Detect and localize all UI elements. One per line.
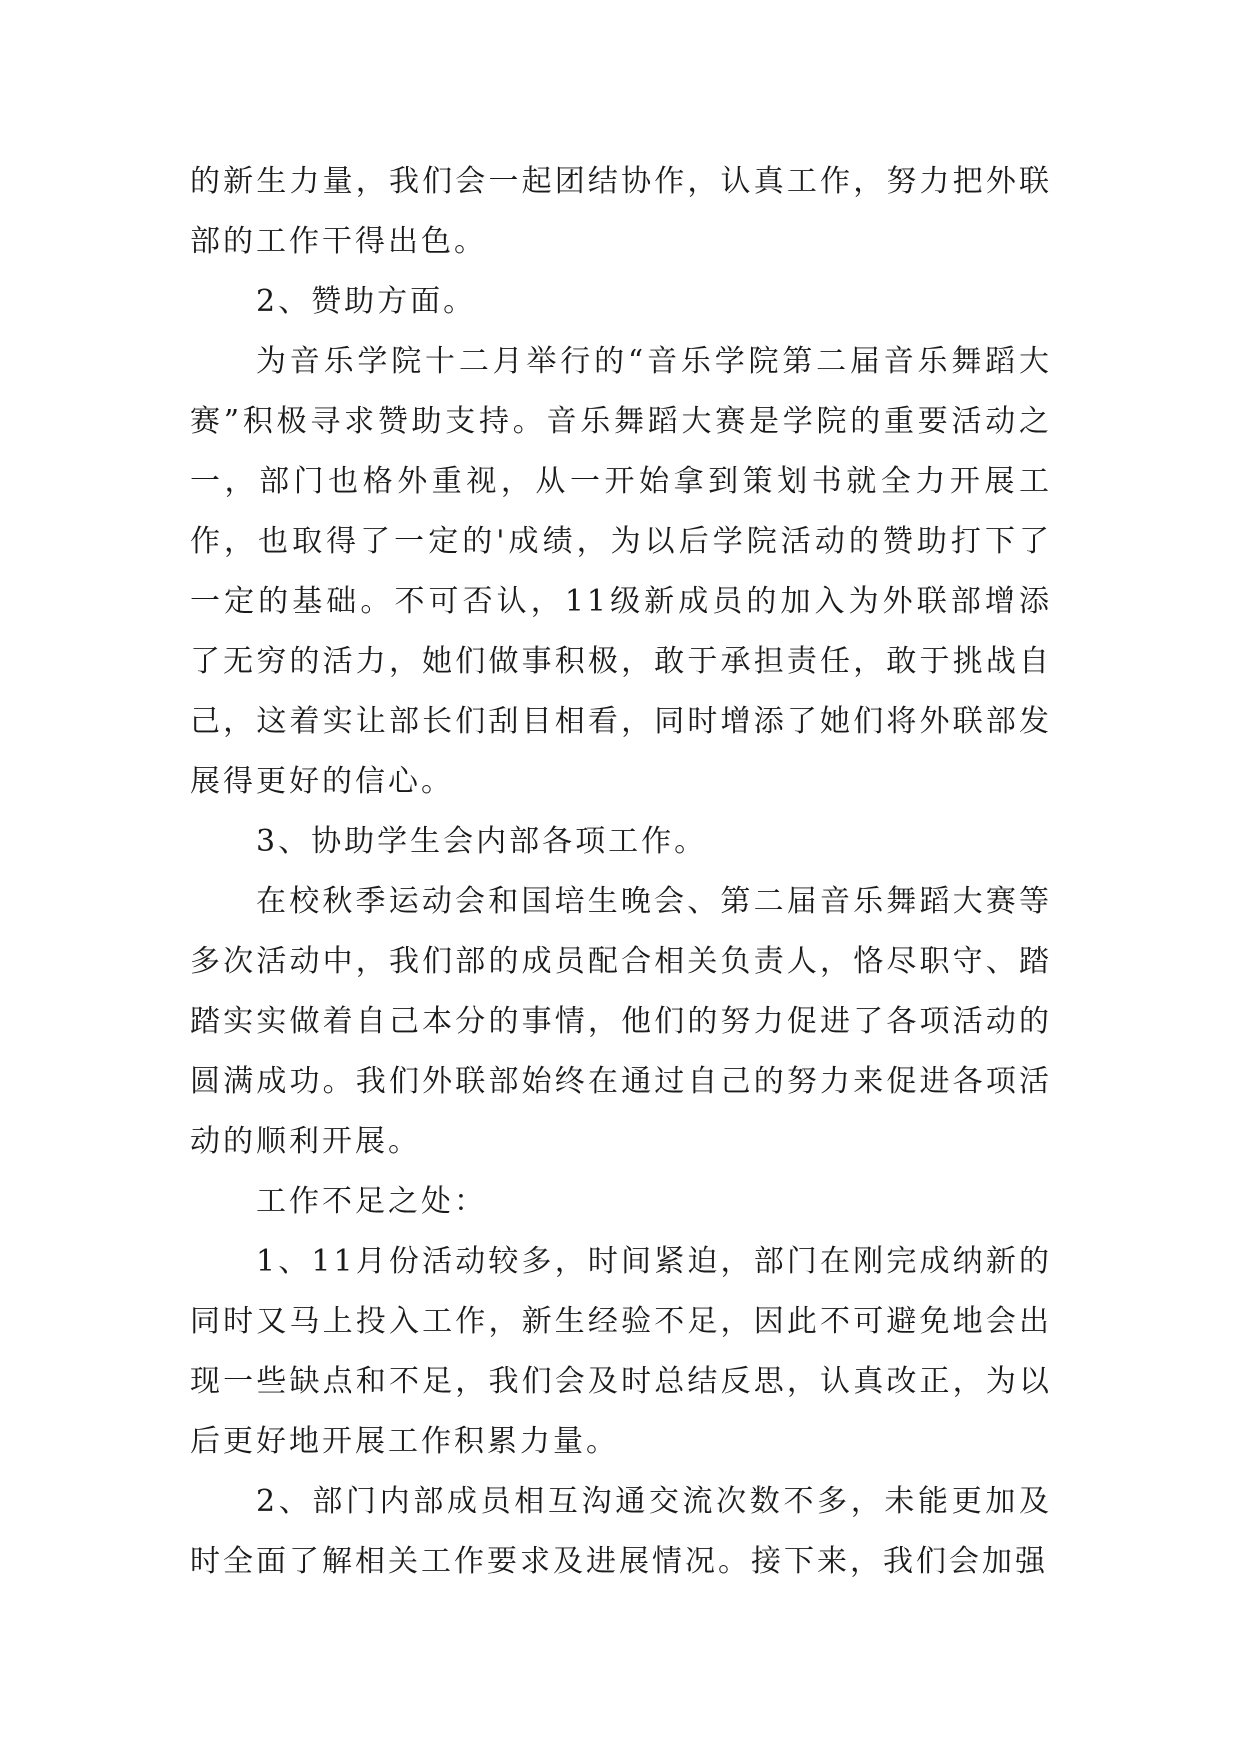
paragraph-sponsorship-body: 为音乐学院十二月举行的“音乐学院第二届音乐舞蹈大赛”积极寻求赞助支持。音乐舞蹈大赛是学院的重要活动之一，部门也格外重视，从一开始拿到策划书就全力开展工作，也取得了一定的'成绩，为以后学院活动的赞助打下了一定的基础。不可否认，11级新成员的加入为外联部增添了无穷的活力，她们做事积极，敢于承担责任，敢于挑战自己，这着实让部长们刮目相看，同时增添了她们将外联部发展得更好的信心。 <box>190 344 1052 799</box>
paragraph-heading-shortcomings: 工作不足之处： <box>256 1184 487 1219</box>
paragraph-shortcoming-2: 2、部门内部成员相互沟通交流次数不多，未能更加及时全面了解相关工作要求及进展情况。接下来，我们会加强 <box>190 1484 1052 1579</box>
paragraph-heading-sponsorship: 2、赞助方面。 <box>256 284 477 319</box>
paragraph-shortcoming-1: 1、11月份活动较多，时间紧迫，部门在刚完成纳新的同时又马上投入工作，新生经验不足，因此不可避免地会出现一些缺点和不足，我们会及时总结反思，认真改正，为以后更好地开展工作积累力量。 <box>190 1244 1052 1459</box>
paragraph-heading-assist: 3、协助学生会内部各项工作。 <box>256 824 708 859</box>
paragraph-continuation: 的新生力量，我们会一起团结协作，认真工作，努力把外联部的工作干得出色。 <box>190 164 1052 259</box>
document-page <box>190 152 1052 1592</box>
paragraph-assist-body: 在校秋季运动会和国培生晚会、第二届音乐舞蹈大赛等多次活动中，我们部的成员配合相关负责人，恪尽职守、踏踏实实做着自己本分的事情，他们的努力促进了各项活动的圆满成功。我们外联部始终在通过自己的努力来促进各项活动的顺利开展。 <box>190 884 1052 1159</box>
